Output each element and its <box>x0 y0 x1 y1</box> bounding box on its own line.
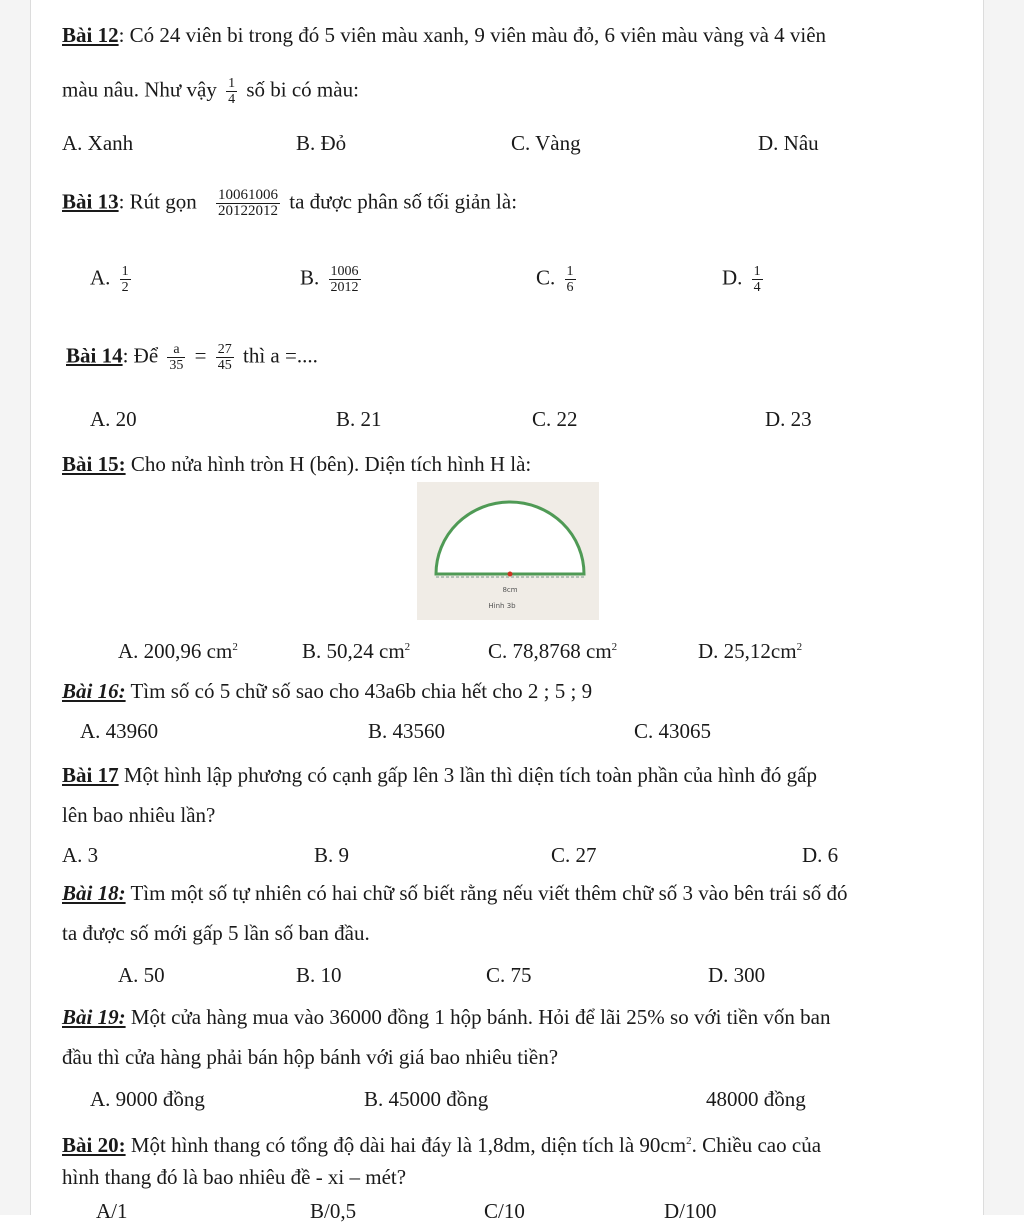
q17-line-1 <box>62 762 817 788</box>
q20-line-1 <box>62 1128 821 1158</box>
q15-option-b[interactable] <box>302 634 410 664</box>
figure-caption: Hình 3b <box>488 602 516 610</box>
q18-line-1 <box>62 880 848 906</box>
q13-option-c[interactable] <box>536 264 580 295</box>
q13-option-b-letter: B. <box>300 265 320 290</box>
q16-line <box>62 678 592 704</box>
q14-fraction-2 <box>216 342 234 373</box>
q20-label: Bài 20: <box>62 1133 126 1157</box>
q15-option-c[interactable] <box>488 634 617 664</box>
q14-option-c[interactable]: C. 22 <box>532 407 578 431</box>
q16-option-a[interactable]: A. 43960 <box>80 719 159 743</box>
q20-text-1a: Một hình thang có tổng độ dài hai đáy là 1,8dm, diện tích là 90cm <box>125 1133 687 1157</box>
q19-label: Bài 19: <box>62 1005 126 1029</box>
q12-option-a[interactable]: A. Xanh <box>62 131 134 155</box>
q13-option-c-num: 1 <box>566 264 574 279</box>
q13-fraction <box>216 188 280 219</box>
q19-option-c[interactable]: 48000 đồng <box>706 1087 806 1111</box>
q14-f1-num: a <box>173 342 180 357</box>
q13-option-a-den: 2 <box>121 280 129 295</box>
q19-text-1: Một cửa hàng mua vào 36000 đồng 1 hộp bánh. Hỏi để lãi 25% so với tiền vốn ban <box>125 1005 831 1029</box>
q12-text-2b: số bi có màu: <box>246 77 359 102</box>
q14-line <box>66 342 318 373</box>
q14-f2-num: 27 <box>217 342 232 357</box>
q12-option-d[interactable]: D. Nâu <box>758 131 819 155</box>
q20-option-c[interactable]: C/10 <box>484 1199 525 1223</box>
q16-option-b[interactable]: B. 43560 <box>368 719 446 743</box>
q13-text-a: : Rút gọn <box>118 189 197 214</box>
q13-option-c-fraction <box>565 264 576 295</box>
center-point <box>508 572 513 577</box>
q13-label: Bài 13 <box>62 189 119 214</box>
q14-f2-den: 45 <box>217 358 232 373</box>
q18-option-c[interactable]: C. 75 <box>486 963 532 987</box>
q12-option-c[interactable]: C. Vàng <box>511 131 581 155</box>
q19-option-b[interactable]: B. 45000 đồng <box>364 1087 489 1111</box>
q20-sup: 2 <box>686 1135 692 1147</box>
q13-option-a-fraction <box>120 264 131 295</box>
q13-option-a-num: 1 <box>121 264 129 279</box>
q20-option-a[interactable]: A/1 <box>96 1199 128 1223</box>
q18-option-a[interactable]: A. 50 <box>118 963 165 987</box>
q12-label: Bài 12 <box>62 23 119 47</box>
semicircle-figure <box>417 482 599 620</box>
q16-option-c[interactable]: C. 43065 <box>634 719 712 743</box>
q13-option-d-fraction <box>752 264 763 295</box>
q17-label: Bài 17 <box>62 763 119 787</box>
q12-fraction <box>226 76 237 107</box>
q15-option-b-text: B. 50,24 cm <box>302 639 405 663</box>
q20-text-1b: . Chiều cao của <box>691 1133 822 1157</box>
q13-option-b-den: 2012 <box>330 280 359 295</box>
q18-label: Bài 18: <box>62 881 126 905</box>
q18-line-2: ta được số mới gấp 5 lần số ban đầu. <box>62 921 370 945</box>
q13-option-a[interactable] <box>90 264 135 295</box>
q16-label: Bài 16: <box>62 679 126 703</box>
q15-option-a[interactable] <box>118 634 238 664</box>
q13-option-d-num: 1 <box>753 264 761 279</box>
q13-option-d-letter: D. <box>722 265 743 290</box>
q13-option-c-den: 6 <box>566 280 574 295</box>
q13-option-c-letter: C. <box>536 265 556 290</box>
q20-line-2: hình thang đó là bao nhiêu đề - xi – mét? <box>62 1165 407 1189</box>
q13-option-b-fraction <box>329 264 361 295</box>
q15-option-d-sup: 2 <box>796 641 803 653</box>
q15-option-c-text: C. 78,8768 cm <box>488 639 612 663</box>
q18-option-d[interactable]: D. 300 <box>708 963 766 987</box>
q15-option-d[interactable] <box>698 634 802 664</box>
q13-line <box>62 188 517 219</box>
q13-option-a-letter: A. <box>90 265 111 290</box>
left-page-margin <box>0 0 31 1215</box>
q13-text-b: ta được phân số tối giản là: <box>289 189 518 214</box>
q20-option-b[interactable]: B/0,5 <box>310 1199 357 1223</box>
q13-option-b[interactable] <box>300 264 365 295</box>
q12-frac-den: 4 <box>228 92 236 107</box>
diameter-dimension-label: 8cm <box>502 586 518 594</box>
q12-frac-num: 1 <box>228 76 236 91</box>
q14-f1-den: 35 <box>169 358 184 373</box>
q17-option-a[interactable]: A. 3 <box>62 843 99 867</box>
q15-option-a-sup: 2 <box>232 641 238 653</box>
semicircle-svg <box>417 482 599 620</box>
q12-line-1 <box>62 22 826 48</box>
right-page-margin <box>983 0 1024 1215</box>
semicircle-arc <box>436 502 584 574</box>
q12-line-2 <box>62 76 359 107</box>
q13-option-d-den: 4 <box>753 280 761 295</box>
q17-option-b[interactable]: B. 9 <box>314 843 350 867</box>
q13-option-b-num: 1006 <box>330 264 359 279</box>
q14-option-d[interactable]: D. 23 <box>765 407 812 431</box>
q15-line <box>62 451 531 477</box>
q14-option-a[interactable]: A. 20 <box>90 407 137 431</box>
q14-equals: = <box>194 343 207 368</box>
q14-label: Bài 14 <box>66 343 123 368</box>
q15-option-b-sup: 2 <box>404 641 411 653</box>
q15-label: Bài 15: <box>62 452 126 476</box>
q12-text-2a: màu nâu. Như vậy <box>62 77 217 102</box>
q14-text-b: thì a =.... <box>243 343 318 368</box>
q19-option-a[interactable]: A. 9000 đồng <box>90 1087 205 1111</box>
q19-line-1 <box>62 1004 830 1030</box>
q17-option-d[interactable]: D. 6 <box>802 843 839 867</box>
q13-option-d[interactable] <box>722 264 767 295</box>
q18-text-1: Tìm một số tự nhiên có hai chữ số biết rằng nếu viết thêm chữ số 3 vào bên trái số đó <box>125 881 848 905</box>
q17-option-c[interactable]: C. 27 <box>551 843 597 867</box>
q13-frac-num: 10061006 <box>218 187 279 203</box>
q17-line-2: lên bao nhiêu lần? <box>62 803 216 827</box>
q20-option-d[interactable]: D/100 <box>664 1199 717 1223</box>
q16-text: Tìm số có 5 chữ số sao cho 43a6b chia hết cho 2 ; 5 ; 9 <box>125 679 593 703</box>
q14-text-a: : Để <box>122 343 159 368</box>
q15-option-c-sup: 2 <box>611 641 618 653</box>
q18-option-b[interactable]: B. 10 <box>296 963 342 987</box>
q14-option-b[interactable]: B. 21 <box>336 407 382 431</box>
q15-option-a-text: A. 200,96 cm <box>118 639 233 663</box>
q17-text-1: Một hình lập phương có cạnh gấp lên 3 lần thì diện tích toàn phần của hình đó gấp <box>118 763 818 787</box>
q13-frac-den: 20122012 <box>218 203 279 219</box>
q15-text: Cho nửa hình tròn H (bên). Diện tích hình H là: <box>125 452 532 476</box>
q12-option-b[interactable]: B. Đỏ <box>296 131 347 155</box>
q12-text-1: : Có 24 viên bi trong đó 5 viên màu xanh, 9 viên màu đỏ, 6 viên màu vàng và 4 viên <box>118 23 827 47</box>
q15-option-d-text: D. 25,12cm <box>698 639 797 663</box>
q19-line-2: đầu thì cửa hàng phải bán hộp bánh với giá bao nhiêu tiền? <box>62 1045 559 1069</box>
q14-fraction-1 <box>167 342 185 373</box>
